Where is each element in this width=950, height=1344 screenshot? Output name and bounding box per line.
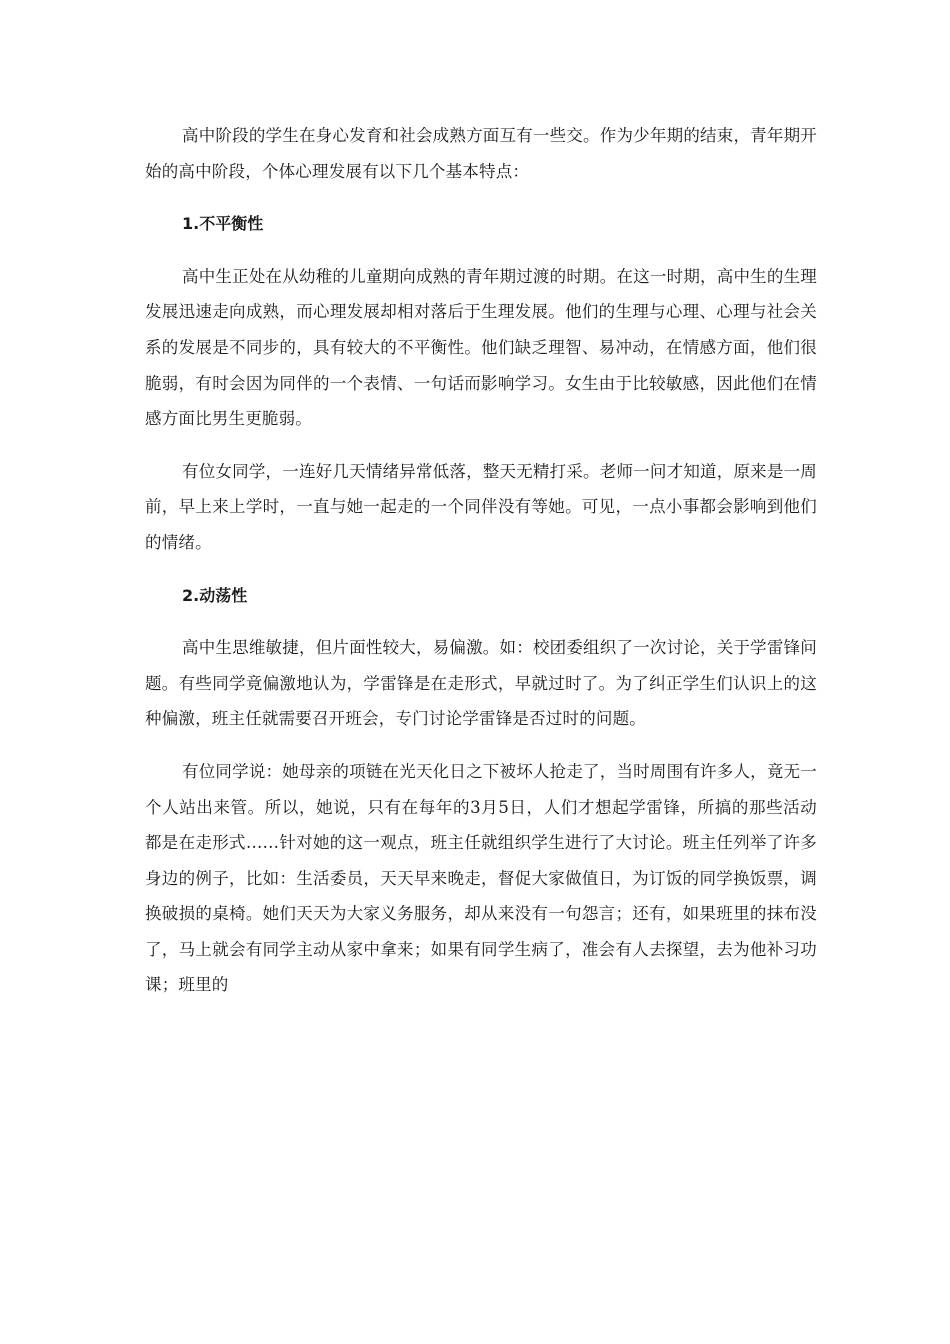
- document-body: [145, 118, 817, 1003]
- volatility-example-paragraph: 有位同学说：她母亲的项链在光天化日之下被坏人抢走了，当时周围有许多人，竟无一个人站出来管。所以，她说，只有在每年的3月5日，人们才想起学雷锋，所搞的那些活动都是在走形式……针对她的这一观点，班主任就组织学生进行了大讨论。班主任列举了许多身边的例子，比如：生活委员，天天早来晚走，督促大家做值日，为订饭的同学换饭票，调换破损的桌椅。她们天天为大家义务服务，却从来没有一句怨言；还有，如果班里的抹布没了，马上就会有同学主动从家中拿来；如果有同学生病了，准会有人去探望，去为他补习功课；班里的: [145, 761, 817, 995]
- imbalance-example-paragraph: 有位女同学，一连好几天情绪异常低落，整天无精打采。老师一问才知道，原来是一周前，早上来上学时，一直与她一起走的一个同伴没有等她。可见，一点小事都会影响到他们的情绪。: [145, 461, 817, 552]
- section-heading-volatility: 2.动荡性: [182, 585, 248, 605]
- section-heading-imbalance: 1.不平衡性: [182, 214, 264, 234]
- intro-paragraph: 高中阶段的学生在身心发育和社会成熟方面互有一些交。作为少年期的结束，青年期开始的高中阶段，个体心理发展有以下几个基本特点：: [145, 126, 817, 181]
- imbalance-paragraph: 高中生正处在从幼稚的儿童期向成熟的青年期过渡的时期。在这一时期，高中生的生理发展迅速走向成熟，而心理发展却相对落后于生理发展。他们的生理与心理、心理与社会关系的发展是不同步的，具有较大的不平衡性。他们缺乏理智、易冲动，在情感方面，他们很脆弱，有时会因为同伴的一个表情、一句话而影响学习。女生由于比较敏感，因此他们在情感方面比男生更脆弱。: [145, 266, 817, 429]
- volatility-paragraph: 高中生思维敏捷，但片面性较大，易偏激。如：校团委组织了一次讨论，关于学雷锋问题。有些同学竟偏激地认为，学雷锋是在走形式，早就过时了。为了纠正学生们认识上的这种偏激，班主任就需要召开班会，专门讨论学雷锋是否过时的问题。: [145, 638, 817, 729]
